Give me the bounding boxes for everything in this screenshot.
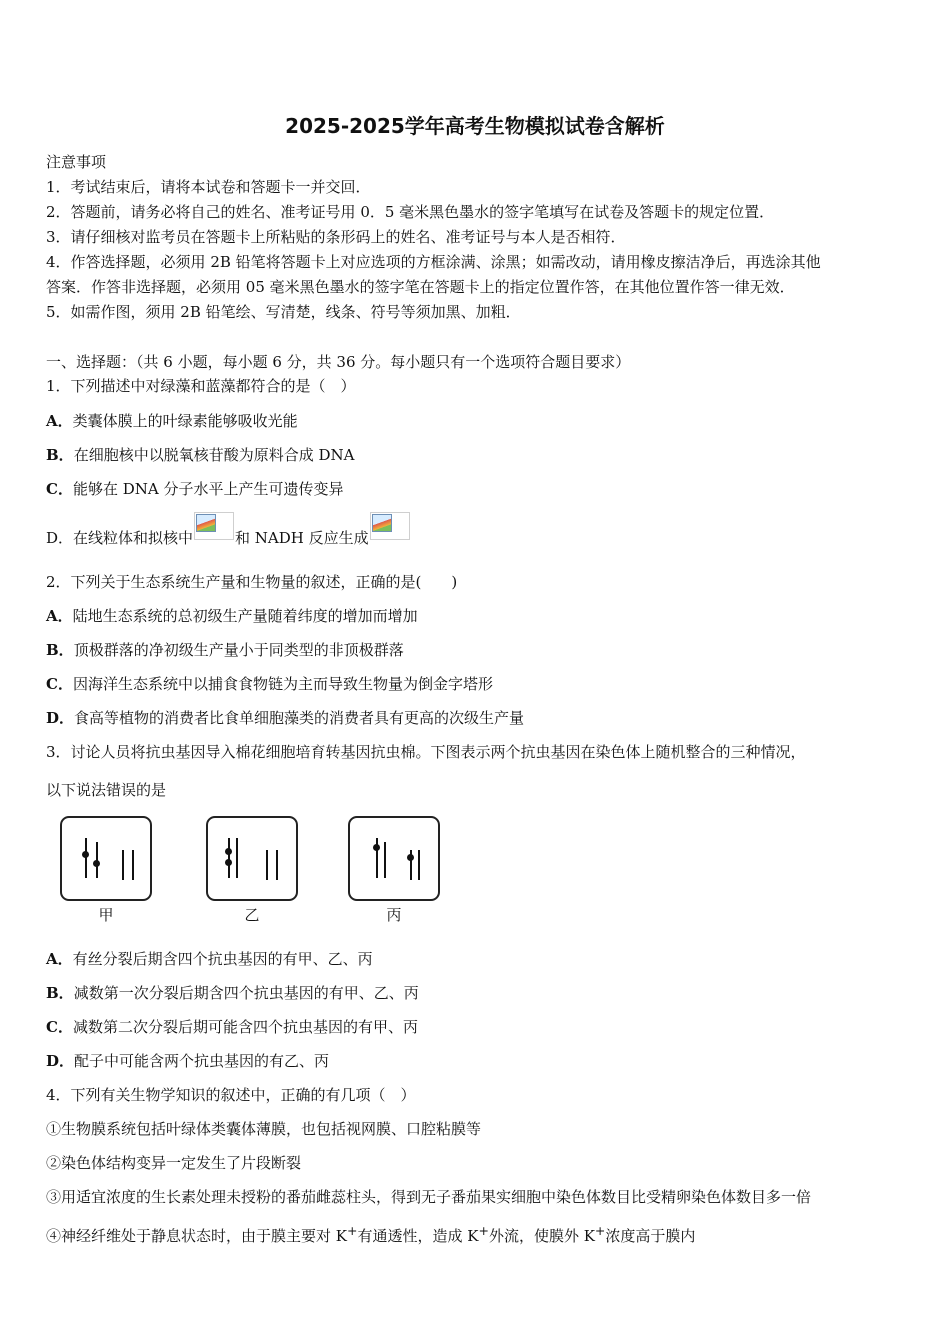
chromosome xyxy=(276,850,278,880)
option-letter: D． xyxy=(46,709,75,727)
figure-box-yi xyxy=(206,816,298,901)
option-letter: B． xyxy=(46,446,74,464)
option-letter: C． xyxy=(46,675,73,693)
figure-label-yi: 乙 xyxy=(244,906,260,924)
figure-label-bing: 丙 xyxy=(386,906,402,924)
page-title: 2025-2025学年高考生物模拟试卷含解析 xyxy=(285,114,665,138)
image-placeholder-thumb xyxy=(372,514,392,532)
option-letter: C． xyxy=(46,1018,73,1036)
q2-option-b: B．顶极群落的净初级生产量小于同类型的非顶极群落 xyxy=(46,641,404,659)
gene-dot xyxy=(373,844,380,851)
q2-option-a: A．陆地生态系统的总初级生产量随着纬度的增加而增加 xyxy=(46,607,418,625)
q3-option-c: C．减数第二次分裂后期可能含四个抗虫基因的有甲、丙 xyxy=(46,1018,418,1036)
q3-option-a: A．有丝分裂后期含四个抗虫基因的有甲、乙、丙 xyxy=(46,950,373,968)
notice-item-2: 2．答题前，请务必将自己的姓名、准考证号用 0．5 毫米黑色墨水的签字笔填写在试卷及答题卡的规定位置． xyxy=(46,203,775,221)
option-letter: A． xyxy=(46,607,73,625)
notice-item-3: 3．请仔细核对监考员在答题卡上所粘贴的条形码上的姓名、准考证号与本人是否相符． xyxy=(46,228,626,246)
section-heading: 一、选择题：（共 6 小题，每小题 6 分，共 36 分。每小题只有一个选项符合题目要求） xyxy=(46,353,631,371)
gene-dot xyxy=(93,860,100,867)
gene-dot xyxy=(225,859,232,866)
option-letter: A． xyxy=(46,950,73,968)
q1-option-d-text-2: 和 NADH 反应生成 xyxy=(235,529,369,547)
option-letter: A． xyxy=(46,412,73,430)
gene-dot xyxy=(407,854,414,861)
q1-option-d xyxy=(46,512,411,559)
chromosome xyxy=(266,850,268,880)
q4-statement-3: ③用适宜浓度的生长素处理未授粉的番茄雌蕊柱头，得到无子番茄果实细胞中染色体数目比受精卵染色体数目多一倍 xyxy=(46,1188,812,1206)
chromosome xyxy=(122,850,124,880)
gene-dot xyxy=(82,851,89,858)
q4-s4-text-2: 有通透性，造成 K xyxy=(357,1227,479,1245)
chromosome xyxy=(85,838,87,878)
superscript-plus: + xyxy=(478,1223,489,1238)
q3-option-b: B．减数第一次分裂后期含四个抗虫基因的有甲、乙、丙 xyxy=(46,984,419,1002)
q4-s4-text-4: 浓度高于膜内 xyxy=(605,1227,696,1245)
q1-stem: 1．下列描述中对绿藻和蓝藻都符合的是（ ） xyxy=(46,377,356,395)
option-letter: B． xyxy=(46,641,74,659)
notice-item-1: 1．考试结束后，请将本试卷和答题卡一并交回． xyxy=(46,178,371,196)
notice-item-4-cont: 答案．作答非选择题，必须用 05 毫米黑色墨水的签字笔在答题卡上的指定位置作答，在其他位置作答一律无效． xyxy=(46,278,795,296)
option-letter: D． xyxy=(46,1052,75,1070)
superscript-plus: + xyxy=(346,1223,358,1238)
q1-option-d-text-1: D．在线粒体和拟核中 xyxy=(46,529,194,547)
figure-box-jia xyxy=(60,816,152,901)
q4-s4-text-3: 外流，使膜外 K xyxy=(488,1227,595,1245)
q2-option-d: D．食高等植物的消费者比食单细胞藻类的消费者具有更高的次级生产量 xyxy=(46,709,525,727)
figure-label-jia: 甲 xyxy=(98,906,114,924)
broken-image-icon xyxy=(370,512,410,540)
q3-option-d: D．配子中可能含两个抗虫基因的有乙、丙 xyxy=(46,1052,330,1070)
chromosome xyxy=(132,850,134,880)
notice-item-5: 5．如需作图，须用 2B 铅笔绘、写清楚，线条、符号等须加黑、加粗． xyxy=(46,303,521,321)
figure-box-bing xyxy=(348,816,440,901)
broken-image-icon xyxy=(194,512,234,540)
q1-option-a: A．类囊体膜上的叶绿素能够吸收光能 xyxy=(46,412,298,430)
chromosome xyxy=(418,850,420,880)
superscript-plus: + xyxy=(594,1223,606,1238)
q4-s4-text-1: ④神经纤维处于静息状态时，由于膜主要对 K xyxy=(46,1227,347,1245)
q2-stem: 2．下列关于生态系统生产量和生物量的叙述，正确的是( ) xyxy=(46,573,458,591)
image-placeholder-thumb xyxy=(196,514,216,532)
q2-option-c: C．因海洋生态系统中以捕食食物链为主而导致生物量为倒金字塔形 xyxy=(46,675,493,693)
notice-item-4: 4．作答选择题，必须用 2B 铅笔将答题卡上对应选项的方框涂满、涂黑；如需改动，请用橡皮擦洁净后，再选涂其他 xyxy=(46,253,821,271)
chromosome xyxy=(228,838,230,878)
q1-option-c: C．能够在 DNA 分子水平上产生可遗传变异 xyxy=(46,480,344,498)
chromosome xyxy=(236,838,238,878)
q3-stem-line-1: 3．讨论人员将抗虫基因导入棉花细胞培育转基因抗虫棉。下图表示两个抗虫基因在染色体上随机整合的三种情况， xyxy=(46,743,806,761)
chromosome xyxy=(384,842,386,878)
q4-statement-4 xyxy=(46,1221,695,1246)
notice-heading: 注意事项 xyxy=(46,153,107,171)
q4-statement-1: ①生物膜系统包括叶绿体类囊体薄膜，也包括视网膜、口腔粘膜等 xyxy=(46,1120,482,1138)
q4-stem: 4．下列有关生物学知识的叙述中，正确的有几项（ ） xyxy=(46,1086,416,1104)
option-letter: C． xyxy=(46,480,73,498)
q3-stem-line-2: 以下说法错误的是 xyxy=(46,781,167,799)
gene-dot xyxy=(225,848,232,855)
q1-option-b: B．在细胞核中以脱氧核苷酸为原料合成 DNA xyxy=(46,446,355,464)
q4-statement-2: ②染色体结构变异一定发生了片段断裂 xyxy=(46,1154,302,1172)
option-letter: B． xyxy=(46,984,74,1002)
chromosome-figure xyxy=(58,812,448,930)
